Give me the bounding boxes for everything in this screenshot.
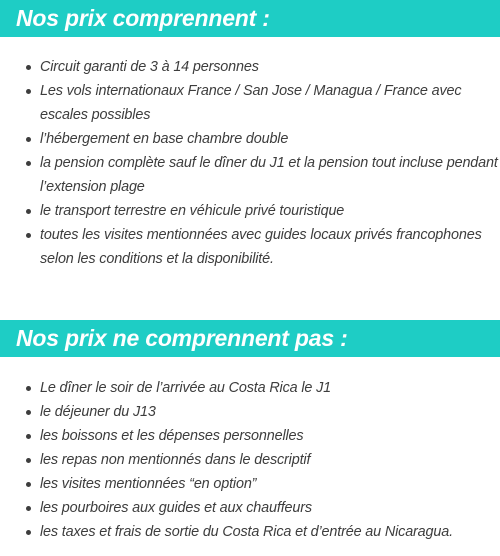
included-list (0, 55, 500, 271)
excluded-item: Le dîner le soir de l’arrivée au Costa Rica le J1 (0, 376, 500, 400)
excluded-item: les boissons et les dépenses personnelles (0, 424, 500, 448)
excluded-list (0, 376, 500, 544)
excluded-item: les repas non mentionnés dans le descriptif (0, 448, 500, 472)
excluded-item: les taxes et frais de sortie du Costa Rica et d’entrée au Nicaragua. (0, 520, 500, 544)
excluded-title: Nos prix ne comprennent pas : (16, 325, 348, 351)
included-title: Nos prix comprennent : (16, 5, 270, 31)
excluded-item: le déjeuner du J13 (0, 400, 500, 424)
excluded-item: les pourboires aux guides et aux chauffeurs (0, 496, 500, 520)
included-item: toutes les visites mentionnées avec guides locaux privés francophones selon les conditions et la disponibilité. (0, 223, 500, 271)
included-item: l’hébergement en base chambre double (0, 127, 500, 151)
included-banner (0, 0, 500, 37)
included-item: Les vols internationaux France / San Jose / Managua / France avec escales possibles (0, 79, 500, 127)
included-section (0, 0, 500, 271)
included-item: le transport terrestre en véhicule privé touristique (0, 199, 500, 223)
included-item: Circuit garanti de 3 à 14 personnes (0, 55, 500, 79)
excluded-section (0, 320, 500, 544)
included-item: la pension complète sauf le dîner du J1 et la pension tout incluse pendant l’extension plage (0, 151, 500, 199)
excluded-banner (0, 320, 500, 357)
excluded-item: les visites mentionnées “en option” (0, 472, 500, 496)
